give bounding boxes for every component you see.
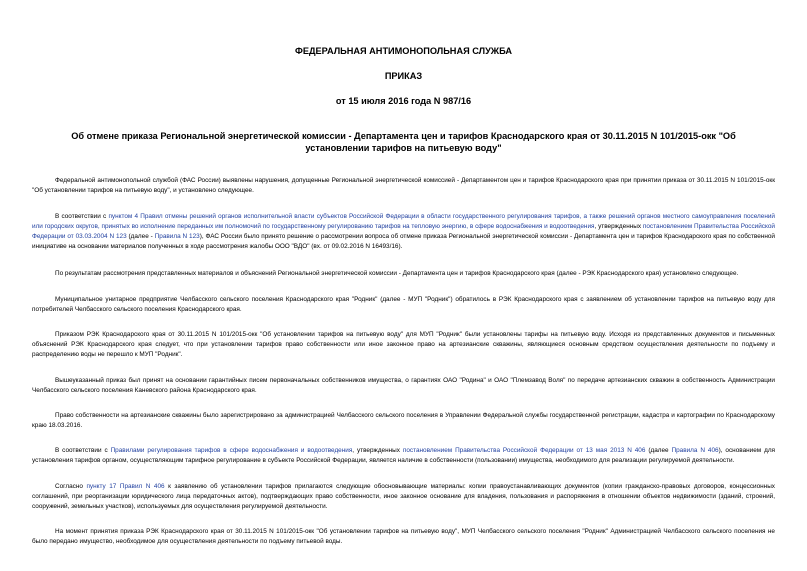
paragraph-2-text-a: В соответствии с [55,213,109,220]
paragraph-3: По результатам рассмотрения представленных материалов и объяснений Региональной энергетической комиссии - Департамента цен и тарифов Краснодарского края (далее - РЭК Краснодарского края) установлено следующее. [55,270,739,277]
paragraph-8-text-a: В соответствии с [55,447,111,454]
paragraph-4: Муниципальное унитарное предприятие Челбасского сельского поселения Краснодарского края "Родник" (далее - МУП "Родник") обратилось в РЭК Краснодарского края с заявлением об установлении тарифов на питьевую воду для потребителей Челбасского сельского поселения Краснодарского края. [32,296,775,313]
paragraph-8-text-b: , утвержденных [352,447,403,454]
paragraph-8-text-d: ), основанием для установления тарифов органом, осуществляющим тарифное регулирование в субъекте Российской Федерации, является наличие в собственности (пользовании) имущества, необходимого для реализации регулируемой деятельности. [32,447,776,464]
document-type: ПРИКАЗ [384,71,423,81]
link-rules-406[interactable]: Правила N 406 [671,447,719,454]
link-clause-17-rules-406[interactable]: пункту 17 Правил N 406 [86,483,165,490]
paragraph-8 [30,446,777,466]
document-title: Об отмене приказа Региональной энергетической комиссии - Департамента цен и тарифов Краснодарского края от 30.11.2015 N 101/2015-окк "Об установлении тарифов на питьевую воду" [71,131,736,153]
paragraph-5: Приказом РЭК Краснодарского края от 30.11.2015 N 101/2015-окк "Об установлении тарифов на питьевую воду" для МУП "Родник" были установлены тарифы на питьевую воду. Исходя из представленных документов и письменных объяснений РЭК Краснодарского края следует, что при установлении тарифов право собственности или иное законное право на артезианские скважины, являющиеся основным средством осуществления деятельности по подъему и распределению воды не перешло к МУП "Родник". [32,331,775,358]
paragraph-2-text-c: (далее - [126,233,155,240]
link-resolution-406[interactable]: постановлением Правительства Российской Федерации от 13 мая 2013 N 406 [402,447,646,454]
paragraph-2 [30,212,777,252]
link-rules-clause-4[interactable]: пунктом 4 Правил отмены решений органов исполнительной власти субъектов Российской Федерации в области государственного регулирования тарифов, а также решений органов местного самоуправления поселений или городских округов, принятых во исполнение переданных им полномочий по государственному регулированию тарифов на тепловую энергию, в сфере водоснабжения и водоотведения [32,213,776,230]
paragraph-1: Федеральной антимонопольной службой (ФАС России) выявлены нарушения, допущенные Региональной энергетической комиссией - Департаментом цен и тарифов Краснодарского края при принятии приказа от 30.11.2015 N 101/2015-окк "Об установлении тарифов на питьевую воду", и установлено следующее. [32,177,775,194]
paragraph-8-text-c: (далее [645,447,672,454]
link-rules-123[interactable]: Правила N 123 [154,233,200,240]
paragraph-2-text-d: ), ФАС России было принято решение о рассмотрении вопроса об отмене приказа Региональной энергетической комиссии - Департамента цен и тарифов Краснодарского края по собственной инициативе на основании материалов полученных в ходе рассмотрения жалобы ООО "ВДО" (вх. от 09.02.2016 N 16493/16). [32,233,775,250]
paragraph-2-text-b: , утвержденных [594,223,643,230]
paragraph-6: Вышеуказанный приказ был принят на основании гарантийных писем первоначальных собственников имущества, о гарантиях ОАО "Родина" и ОАО "Племзавод Воля" по передаче артезианских скважин в собственность Администрации Челбасского сельского поселения Каневского района Краснодарского края. [32,377,775,394]
paragraph-9 [30,482,777,512]
paragraph-10: На момент принятия приказа РЭК Краснодарского края от 30.11.2015 N 101/2015-окк "Об установлении тарифов на питьевую воду", МУП Челбасского сельского поселения "Родник" Администрацией Челбасского сельского поселения не было передано имущество, необходимое для осуществления деятельности по подъему питьевой воды. [32,528,775,545]
paragraph-7: Право собственности на артезианские скважины было зарегистрировано за администрацией Челбасского сельского поселения в Управлении Федеральной службы государственной регистрации, кадастра и картографии по Краснодарскому краю 18.03.2016. [32,412,775,429]
paragraph-9-text-a: Согласно [55,483,87,490]
link-water-tariff-rules[interactable]: Правилами регулирования тарифов в сфере водоснабжения и водоотведения [110,447,353,454]
paragraph-9-text-b: к заявлению об установлении тарифов прилагаются следующие обосновывающие материалы: копии правоустанавливающих документов (копии гражданско-правовых договоров, концессионных соглашений, при реорганизации юридического лица передаточных актов), подтверждающих право собственности, иное законное основание для владения, пользования и распоряжения в отношении объектов недвижимости (зданий, строений, сооружений, земельных участков), используемых для осуществления регулируемой деятельности. [32,483,775,510]
link-resolution-123[interactable]: постановлением Правительства Российской Федерации от 03.03.2004 N 123 [32,223,775,240]
agency-name: ФЕДЕРАЛЬНАЯ АНТИМОНОПОЛЬНАЯ СЛУЖБА [294,46,512,56]
document-date-number: от 15 июля 2016 года N 987/16 [335,96,472,106]
